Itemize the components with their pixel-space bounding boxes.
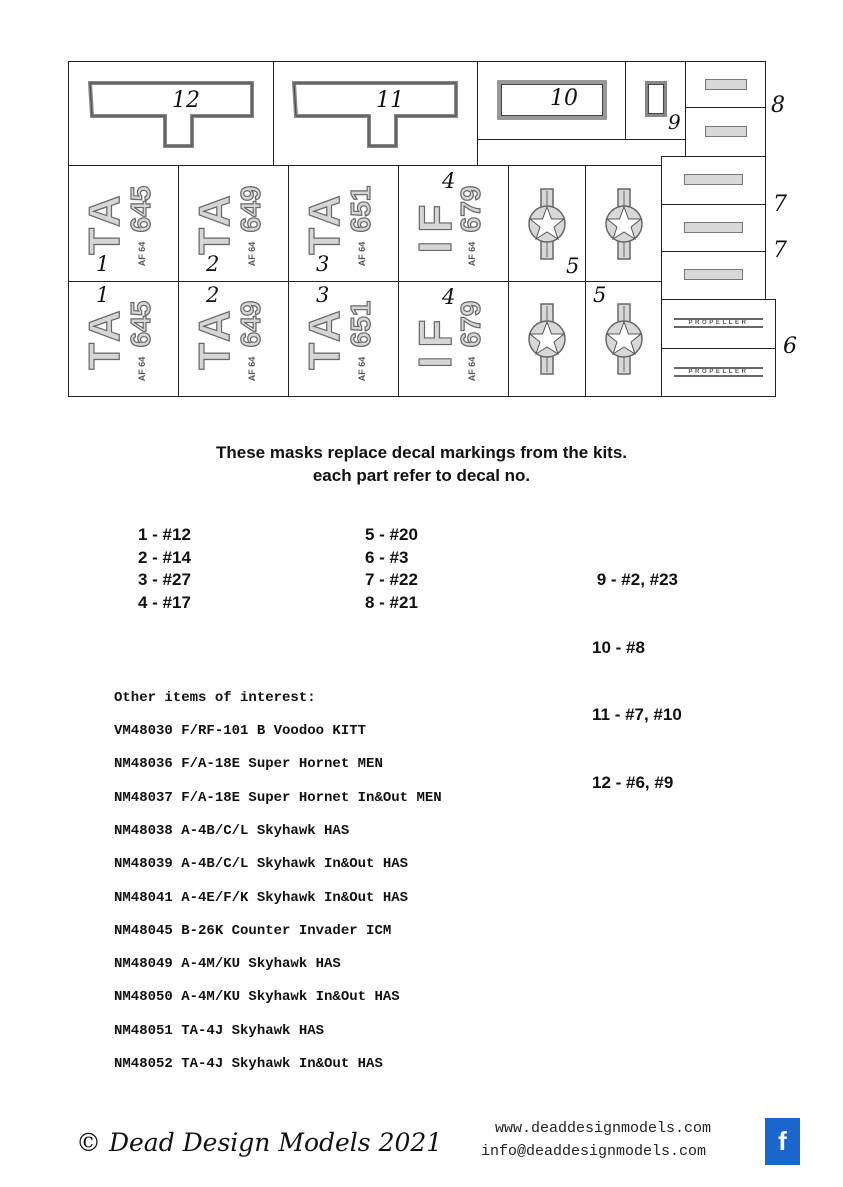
decal-map-entry: 12 - #6, #9 xyxy=(592,772,674,792)
part-number-label: 5 xyxy=(593,283,607,307)
decal-map-entry: 5 - #20 xyxy=(365,525,418,544)
part-number-label: 1 xyxy=(96,283,110,307)
part-number-label: 1 xyxy=(96,252,110,276)
decal-map-column-2 xyxy=(365,524,418,614)
part-8-label: 8 xyxy=(771,93,785,118)
decal-map-entry: 2 - #14 xyxy=(138,547,191,567)
other-items-heading: Other items of interest: xyxy=(114,690,316,706)
product-list-item: NM48049 A-4M/KU Skyhawk HAS xyxy=(114,956,341,973)
product-list-item: NM48045 B-26K Counter Invader ICM xyxy=(114,922,392,939)
part-12-label: 12 xyxy=(172,88,200,113)
part-number-label: 2 xyxy=(206,252,220,276)
website-link[interactable]: www.deaddesignmodels.com xyxy=(495,1120,712,1137)
product-list-item: NM48050 A-4M/KU Skyhawk In&Out HAS xyxy=(114,989,400,1006)
part-number-label: 5 xyxy=(566,254,580,278)
email-link[interactable]: info@deaddesignmodels.com xyxy=(481,1143,707,1160)
decal-map-entry: 4 - #17 xyxy=(138,592,191,612)
empty-strip xyxy=(477,139,686,166)
serial-number: 679 xyxy=(455,185,486,232)
code-letters: IF xyxy=(409,196,461,253)
part-9-shape xyxy=(645,81,667,117)
star-insignia-icon xyxy=(599,188,649,260)
code-letters: TA xyxy=(80,190,129,255)
code-letters: TA xyxy=(190,306,239,370)
decal-map-entry: 8 - #21 xyxy=(365,592,418,612)
product-list-item: NM48052 TA-4J Skyhawk In&Out HAS xyxy=(114,1056,383,1072)
decal-map-entry: 9 - #2, #23 xyxy=(592,570,679,589)
serial-prefix: AF 64 xyxy=(467,356,477,382)
star-insignia-icon xyxy=(599,303,649,375)
serial-prefix: AF 64 xyxy=(467,241,477,267)
part-7b-label: 7 xyxy=(773,238,787,263)
copyright: © Dead Design Models 2021 xyxy=(76,1128,443,1157)
serial-prefix: AF 64 xyxy=(137,241,147,267)
serial-prefix: AF 64 xyxy=(357,241,367,267)
part-6-label: 6 xyxy=(783,334,797,359)
part-7b-bar xyxy=(684,222,743,233)
part-7a-bar xyxy=(684,174,743,185)
decal-map-column-1 xyxy=(138,524,191,614)
product-list-item: NM48041 A-4E/F/K Skyhawk In&Out HAS xyxy=(114,889,409,906)
decal-map-entry: 11 - #7, #10 xyxy=(592,705,682,724)
serial-prefix: AF 64 xyxy=(247,241,257,267)
decal-map-column-3 xyxy=(592,524,682,817)
serial-number: 649 xyxy=(235,300,266,348)
decal-map-entry: 1 - #12 xyxy=(138,525,191,544)
propeller-text-mask-a: PROPELLER xyxy=(674,318,763,328)
part-8a-bar xyxy=(705,79,747,90)
decal-map-entry: 6 - #3 xyxy=(365,547,409,567)
code-letters: IF xyxy=(409,311,461,369)
part-11-label: 11 xyxy=(376,88,404,113)
serial-prefix: AF 64 xyxy=(357,356,367,382)
serial-number: 645 xyxy=(125,300,156,348)
code-letters: TA xyxy=(300,306,349,370)
part-10-label: 10 xyxy=(550,86,578,111)
part-9-label: 9 xyxy=(668,110,681,134)
product-list-item: NM48037 F/A-18E Super Hornet In&Out MEN xyxy=(114,789,442,806)
code-letters: TA xyxy=(190,190,239,255)
serial-number: 651 xyxy=(345,300,376,348)
part-number-label: 3 xyxy=(316,252,330,276)
serial-prefix: AF 64 xyxy=(137,356,147,382)
part-7a-label: 7 xyxy=(773,192,787,217)
propeller-text-mask-b: PROPELLER xyxy=(674,367,763,377)
serial-number: 679 xyxy=(455,300,486,348)
product-list-item: VM48030 F/RF-101 B Voodoo KITT xyxy=(114,723,367,739)
description-line-1: These masks replace decal markings from the kits. xyxy=(215,443,628,462)
product-list-item: NM48038 A-4B/C/L Skyhawk HAS xyxy=(114,822,350,839)
decal-map-entry: 7 - #22 xyxy=(365,570,418,589)
code-letters: TA xyxy=(300,190,349,255)
description-line-2: each part refer to decal no. xyxy=(312,466,531,485)
star-insignia-icon xyxy=(522,303,572,375)
part-number-label: 4 xyxy=(442,285,456,309)
part-number-label: 3 xyxy=(316,283,330,307)
part-number-label: 2 xyxy=(206,283,220,307)
part-7c-bar xyxy=(684,269,743,280)
part-8b-bar xyxy=(705,126,747,137)
star-insignia-icon xyxy=(522,188,572,260)
code-letters: TA xyxy=(80,306,129,370)
serial-prefix: AF 64 xyxy=(247,356,257,382)
product-list-item: NM48051 TA-4J Skyhawk HAS xyxy=(114,1022,325,1039)
serial-number: 645 xyxy=(125,185,156,232)
product-list-item: NM48039 A-4B/C/L Skyhawk In&Out HAS xyxy=(114,856,409,873)
serial-number: 651 xyxy=(345,185,376,232)
decal-map-entry: 3 - #27 xyxy=(138,570,191,589)
product-list-item: NM48036 F/A-18E Super Hornet MEN xyxy=(114,756,383,773)
part-number-label: 4 xyxy=(442,169,456,193)
facebook-icon[interactable]: f xyxy=(765,1118,800,1165)
serial-number: 649 xyxy=(235,185,266,232)
decal-map-entry: 10 - #8 xyxy=(592,637,645,657)
